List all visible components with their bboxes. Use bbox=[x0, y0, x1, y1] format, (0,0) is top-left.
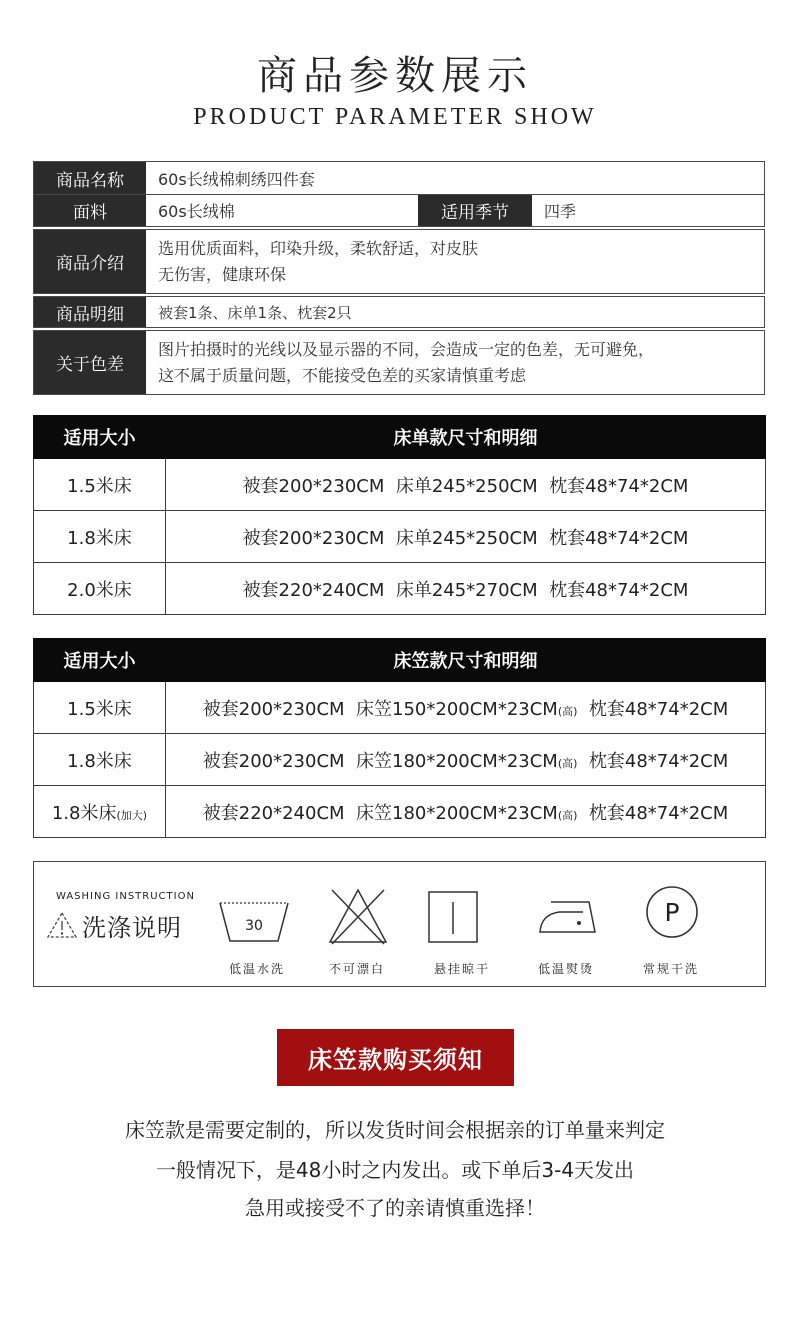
notice-line: 床笠款是需要定制的，所以发货时间会根据亲的订单量来判定 bbox=[125, 1118, 665, 1142]
param-value: 被套1条、床单1条、枕套2只 bbox=[158, 303, 352, 322]
detail-cell: 被套220*240CM 床笠180*200CM*23CM(高) 枕套48*74*2CM bbox=[166, 786, 766, 838]
wash-tub-icon bbox=[217, 900, 291, 944]
intro-line: 无伤害，健康环保 bbox=[158, 264, 287, 284]
param-row-color bbox=[33, 330, 765, 395]
table-header: 适用大小 bbox=[34, 639, 166, 682]
param-row-name bbox=[33, 161, 765, 195]
size-cell: 2.0米床 bbox=[34, 563, 166, 615]
warning-triangle-icon bbox=[46, 911, 78, 939]
param-row-fabric bbox=[33, 195, 765, 227]
fitted-notice-banner: 床笠款购买须知 bbox=[277, 1029, 514, 1086]
wash-label: 低温熨烫 bbox=[537, 962, 594, 976]
notice-line: 一般情况下，是48小时之内发出。或下单后3-4天发出 bbox=[155, 1158, 635, 1182]
detail-cell: 被套200*230CM 床单245*250CM 枕套48*74*2CM bbox=[166, 511, 766, 563]
size-cell: 1.5米床 bbox=[34, 682, 166, 734]
param-value: 四季 bbox=[544, 202, 577, 221]
washing-instruction-panel bbox=[33, 861, 766, 987]
wash-label: 低温水洗 bbox=[228, 962, 285, 976]
param-label: 关于色差 bbox=[34, 331, 146, 394]
detail-cell: 被套220*240CM 床单245*270CM 枕套48*74*2CM bbox=[166, 563, 766, 615]
param-value bbox=[146, 230, 764, 293]
dry-clean-icon bbox=[644, 884, 700, 940]
param-row-intro bbox=[33, 229, 765, 294]
detail-cell: 被套200*230CM 床笠180*200CM*23CM(高) 枕套48*74*2CM bbox=[166, 734, 766, 786]
washing-title-en: WASHING INSTRUCTION bbox=[56, 891, 195, 902]
table-row bbox=[34, 786, 766, 838]
param-label: 商品名称 bbox=[34, 162, 146, 194]
hang-dry-icon bbox=[427, 890, 479, 944]
size-cell: 1.8米床 bbox=[34, 734, 166, 786]
param-label: 商品介绍 bbox=[34, 230, 146, 293]
table-header: 床单款尺寸和明细 bbox=[166, 416, 766, 459]
no-bleach-icon bbox=[326, 886, 390, 946]
page-title: 商品参数展示 bbox=[257, 53, 533, 99]
fitted-size-table bbox=[33, 638, 766, 838]
wash-label: 不可漂白 bbox=[328, 962, 385, 976]
param-value: 60s长绒棉刺绣四件套 bbox=[158, 169, 315, 189]
tub-temperature: 30 bbox=[245, 918, 263, 934]
dry-clean-letter: P bbox=[664, 898, 680, 927]
notice-line: 急用或接受不了的亲请慎重选择！ bbox=[245, 1196, 545, 1220]
detail-cell: 被套200*230CM 床单245*250CM 枕套48*74*2CM bbox=[166, 459, 766, 511]
size-cell: 1.5米床 bbox=[34, 459, 166, 511]
param-row-detail bbox=[33, 296, 765, 328]
intro-line: 选用优质面料，印染升级，柔软舒适，对皮肤 bbox=[158, 238, 479, 258]
sheet-size-table bbox=[33, 415, 766, 615]
param-value: 60s长绒棉 bbox=[158, 202, 235, 221]
param-label: 面料 bbox=[34, 195, 146, 226]
size-cell: 1.8米床(加大) bbox=[34, 786, 166, 838]
table-row bbox=[34, 511, 766, 563]
param-label: 适用季节 bbox=[418, 195, 532, 226]
iron-low-icon bbox=[537, 892, 599, 936]
color-line: 这不属于质量问题，不能接受色差的买家请慎重考虑 bbox=[158, 365, 527, 385]
table-row bbox=[34, 563, 766, 615]
size-cell: 1.8米床 bbox=[34, 511, 166, 563]
washing-title-cn: 洗涤说明 bbox=[82, 914, 182, 942]
table-row bbox=[34, 459, 766, 511]
color-line: 图片拍摄时的光线以及显示器的不同，会造成一定的色差，无可避免， bbox=[158, 339, 655, 359]
wash-label: 悬挂晾干 bbox=[433, 962, 490, 976]
wash-label: 常规干洗 bbox=[642, 962, 699, 976]
table-row bbox=[34, 734, 766, 786]
table-row bbox=[34, 682, 766, 734]
param-label: 商品明细 bbox=[34, 297, 146, 327]
detail-cell: 被套200*230CM 床笠150*200CM*23CM(高) 枕套48*74*2CM bbox=[166, 682, 766, 734]
param-value bbox=[146, 331, 764, 394]
table-header: 适用大小 bbox=[34, 416, 166, 459]
table-header: 床笠款尺寸和明细 bbox=[166, 639, 766, 682]
page-subtitle: PRODUCT PARAMETER SHOW bbox=[193, 104, 597, 130]
